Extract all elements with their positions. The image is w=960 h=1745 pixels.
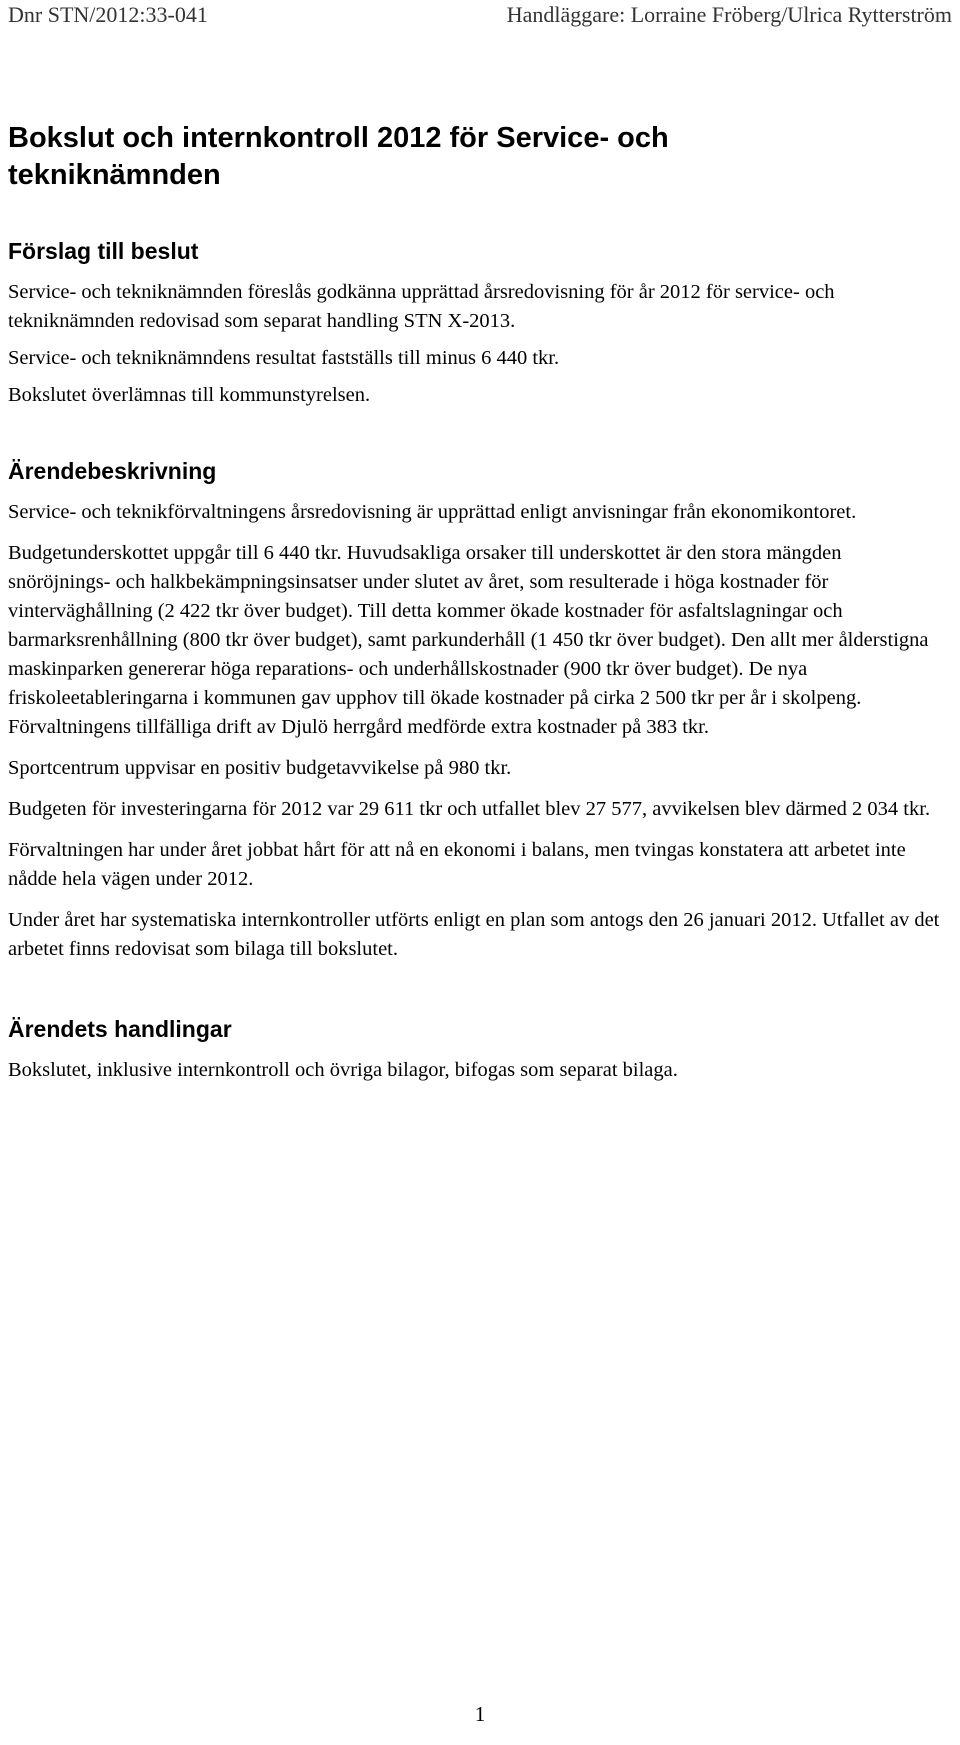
page-header — [8, 0, 952, 40]
case-handlers: Handläggare: Lorraine Fröberg/Ulrica Rytterström — [506, 2, 952, 27]
arendebeskrivning-paragraph-6: Under året har systematiska internkontroller utförts enligt en plan som antogs den 26 januari 2012. Utfallet av det arbetet finns redovisat som bilaga till bokslutet. — [8, 909, 940, 960]
arendebeskrivning-paragraph-5: Förvaltningen har under året jobbat hårt för att nå en ekonomi i balans, men tvingas konstatera att arbetet inte nådde hela vägen under 2012. — [8, 839, 906, 890]
page-number: 1 — [474, 1702, 486, 1726]
arendebeskrivning-paragraph-1: Service- och teknikförvaltningens årsredovisning är upprättad enligt anvisningar från ekonomikontoret. — [8, 501, 857, 523]
forslag-paragraph-2: Service- och tekniknämndens resultat fastställs till minus 6 440 tkr. — [8, 347, 560, 369]
section-heading-handlingar: Ärendets handlingar — [8, 1016, 232, 1042]
arendebeskrivning-paragraph-3: Sportcentrum uppvisar en positiv budgetavvikelse på 980 tkr. — [8, 757, 512, 779]
document-title: Bokslut och internkontroll 2012 för Service- och tekniknämnden — [8, 122, 669, 191]
section-arendebeskrivning — [8, 456, 948, 964]
section-arendets-handlingar — [8, 1014, 948, 1085]
handlingar-paragraph-1: Bokslutet, inklusive internkontroll och övriga bilagor, bifogas som separat bilaga. — [8, 1059, 678, 1081]
document-body — [8, 120, 948, 1097]
forslag-paragraph-1: Service- och tekniknämnden föreslås godkänna upprättad årsredovisning för år 2012 för service- och tekniknämnden redovisad som separat handling STN X-2013. — [8, 281, 835, 332]
diary-number: Dnr STN/2012:33-041 — [8, 2, 208, 27]
forslag-paragraph-3: Bokslutet överlämnas till kommunstyrelsen. — [8, 384, 371, 406]
arendebeskrivning-paragraph-2: Budgetunderskottet uppgår till 6 440 tkr. Huvudsakliga orsaker till underskottet är den stora mängden snöröjnings- och halkbekämpningsinsatser under slutet av året, som resulterade i höga kostnader för vinterväghållning (2 422 tkr över budget). Till detta kommer ökade kostnader för asfaltslagningar och barmarksrenhållning (800 tkr över budget), samt parkunderhåll (1 450 tkr över budget). Den allt mer ålderstigna maskinparken genererar höga reparations- och underhållskostnader (900 tkr över budget). De nya friskoleetableringarna i kommunen gav upphov till ökade kostnader på cirka 2 500 tkr per år i skolpeng. Förvaltningens tillfälliga drift av Djulö herrgård medförde extra kostnader på 383 tkr. — [8, 542, 929, 738]
arendebeskrivning-paragraph-4: Budgeten för investeringarna för 2012 var 29 611 tkr och utfallet blev 27 577, avvikelsen blev därmed 2 034 tkr. — [8, 798, 931, 820]
section-forslag-till-beslut — [8, 236, 948, 410]
section-heading-arendebeskrivning: Ärendebeskrivning — [8, 458, 217, 484]
section-heading-forslag: Förslag till beslut — [8, 238, 199, 264]
